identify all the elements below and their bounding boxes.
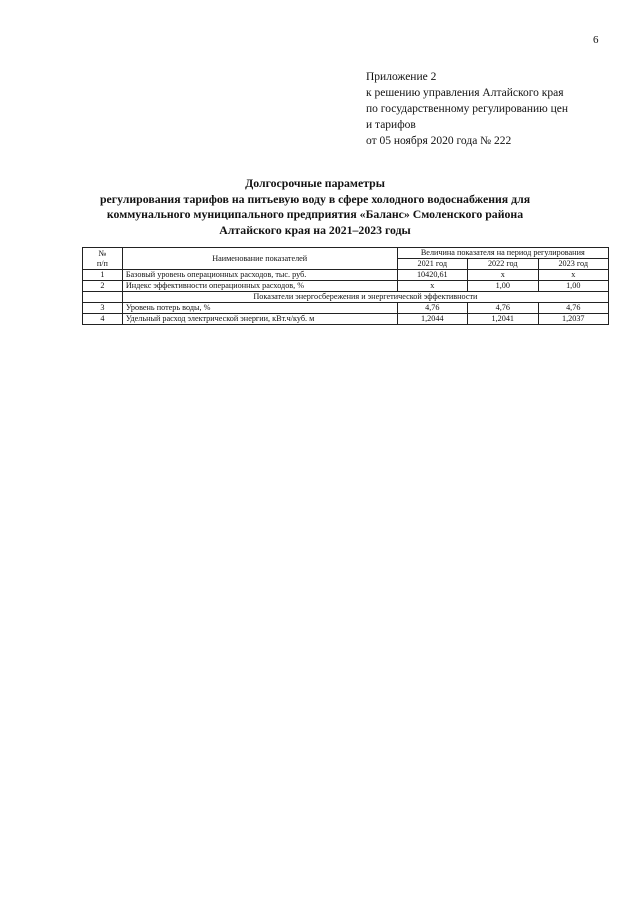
row-num: 1: [83, 270, 123, 281]
row-value: х: [468, 270, 538, 281]
row-value: х: [397, 281, 467, 292]
header-year-2023: 2023 год: [538, 259, 609, 270]
row-value: 1,2037: [538, 314, 609, 325]
row-value: 4,76: [468, 303, 538, 314]
title-line: регулирования тарифов на питьевую воду в сфере холодного водоснабжения для: [100, 191, 531, 206]
row-value: 1,00: [538, 281, 609, 292]
appendix-line: от 05 ноября 2020 года № 222: [366, 135, 512, 147]
row-num: 4: [83, 314, 123, 325]
appendix-line: к решению управления Алтайского края: [366, 87, 564, 99]
appendix-block: [366, 69, 568, 149]
row-num: 3: [83, 303, 123, 314]
row-name: Индекс эффективности операционных расходов, %: [122, 281, 397, 292]
header-period: Величина показателя на период регулирования: [397, 248, 608, 259]
table-header-row: [83, 248, 609, 259]
appendix-line: Приложение 2: [366, 71, 437, 83]
row-value: 1,2044: [397, 314, 467, 325]
header-year-2021: 2021 год: [397, 259, 467, 270]
section-label: Показатели энергосбережения и энергетической эффективности: [122, 292, 608, 303]
section-num-empty: [83, 292, 123, 303]
document-title: [100, 176, 530, 238]
row-value: 1,2041: [468, 314, 538, 325]
appendix-line: и тарифов: [366, 119, 416, 131]
row-num: 2: [83, 281, 123, 292]
title-line: Алтайского края на 2021–2023 годы: [219, 222, 411, 237]
row-value: х: [538, 270, 609, 281]
row-name: Базовый уровень операционных расходов, тыс. руб.: [122, 270, 397, 281]
title-line: коммунального муниципального предприятия «Баланс» Смоленского района: [106, 207, 524, 221]
row-name: Уровень потерь воды, %: [122, 303, 397, 314]
row-name: Удельный расход электрической энергии, кВт.ч/куб. м: [122, 314, 397, 325]
table-section-row: [83, 292, 609, 303]
table-row: [83, 303, 609, 314]
page-number: 6: [593, 34, 599, 46]
header-year-2022: 2022 год: [468, 259, 538, 270]
parameters-table: [82, 247, 609, 325]
row-value: 4,76: [397, 303, 467, 314]
title-line: Долгосрочные параметры: [245, 176, 385, 190]
header-name: Наименование показателей: [122, 248, 397, 270]
row-value: 4,76: [538, 303, 609, 314]
table-row: [83, 314, 609, 325]
row-value: 1,00: [468, 281, 538, 292]
table-row: [83, 281, 609, 292]
table-row: [83, 270, 609, 281]
header-num: № п/п: [83, 248, 123, 270]
row-value: 10420,61: [397, 270, 467, 281]
appendix-line: по государственному регулированию цен: [366, 103, 569, 115]
